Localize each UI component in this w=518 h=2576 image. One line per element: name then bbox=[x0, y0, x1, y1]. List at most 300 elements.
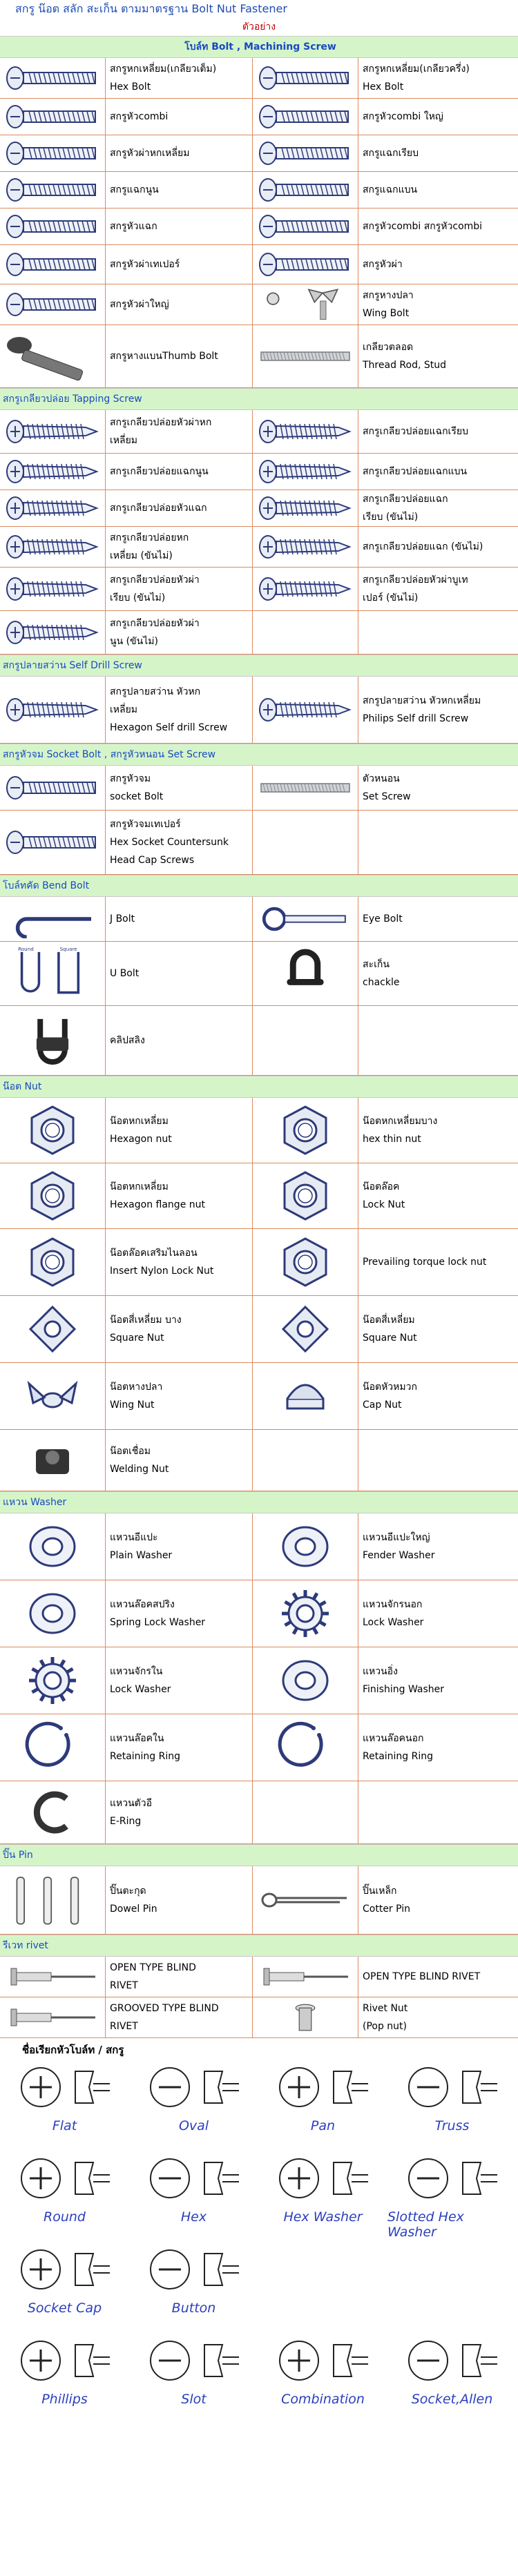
item-text: สกรูหัวcombi ใหญ่ bbox=[363, 111, 443, 122]
head-type-label: Pan bbox=[310, 2118, 336, 2133]
head-type-icon bbox=[135, 2332, 253, 2388]
item-image bbox=[0, 1997, 106, 2037]
item-image bbox=[253, 1363, 358, 1429]
table-row bbox=[0, 1006, 518, 1076]
item-image bbox=[253, 1296, 358, 1362]
item-text: U Bolt bbox=[110, 968, 140, 979]
item-image bbox=[253, 325, 358, 387]
head-type bbox=[0, 2059, 129, 2133]
item-image bbox=[253, 410, 358, 453]
table-row bbox=[0, 1513, 518, 1580]
item-label bbox=[106, 527, 253, 567]
item-text: สกรูหางแบนThumb Bolt bbox=[110, 351, 218, 362]
item-image bbox=[253, 1098, 358, 1163]
item-text: Hexagon Self drill Screw bbox=[110, 722, 228, 733]
item-label bbox=[358, 454, 517, 490]
item-label bbox=[106, 1580, 253, 1647]
item-image bbox=[0, 135, 106, 171]
item-image bbox=[0, 611, 106, 654]
head-type-label: Hex Washer bbox=[283, 2209, 363, 2225]
item-image bbox=[0, 1006, 106, 1075]
table-row bbox=[0, 1098, 518, 1163]
item-image bbox=[253, 1580, 358, 1647]
item-image bbox=[0, 897, 106, 941]
item-text: แหวนล๊อคสปริง bbox=[110, 1599, 175, 1610]
table-row bbox=[0, 1430, 518, 1491]
item-text: Plain Washer bbox=[110, 1550, 173, 1561]
item-text: Lock Washer bbox=[363, 1617, 424, 1628]
item-image bbox=[253, 1430, 358, 1491]
section-header-bend: โบล์ทคัด Bend Bolt bbox=[0, 875, 518, 897]
item-text: สกรูหัวผ่าใหญ่ bbox=[110, 299, 169, 310]
item-text: Set Screw bbox=[363, 791, 411, 802]
head-type-label: Slot bbox=[181, 2392, 207, 2407]
item-image bbox=[0, 1430, 106, 1491]
table-row bbox=[0, 410, 518, 454]
head-type-icon bbox=[135, 2059, 253, 2114]
item-label bbox=[106, 1296, 253, 1362]
item-image bbox=[0, 172, 106, 208]
item-text: เกลียวตลอด bbox=[363, 342, 414, 353]
item-label bbox=[358, 1714, 517, 1781]
item-image bbox=[253, 490, 358, 526]
item-image bbox=[253, 1866, 358, 1934]
head-type bbox=[387, 2150, 517, 2240]
item-label bbox=[358, 1957, 517, 1997]
item-image bbox=[253, 209, 358, 244]
item-label bbox=[358, 1580, 517, 1647]
item-label bbox=[106, 1098, 253, 1163]
item-text: Hex Bolt bbox=[363, 81, 404, 93]
item-text: OPEN TYPE BLIND RIVET bbox=[363, 1971, 481, 1982]
head-type-label: Round bbox=[44, 2209, 86, 2225]
item-image bbox=[253, 1997, 358, 2037]
head-type-label: Oval bbox=[178, 2118, 209, 2133]
item-label bbox=[106, 490, 253, 526]
item-label bbox=[358, 568, 517, 610]
item-image bbox=[0, 490, 106, 526]
head-type bbox=[258, 2059, 387, 2133]
item-label bbox=[358, 135, 517, 171]
item-label bbox=[358, 1997, 517, 2037]
item-text: Head Cap Screws bbox=[110, 855, 195, 866]
item-text: แหวนล๊อคนอก bbox=[363, 1733, 424, 1744]
head-type-label: Button bbox=[171, 2301, 216, 2316]
table-row bbox=[0, 811, 518, 875]
item-image bbox=[0, 1163, 106, 1228]
item-text: RIVET bbox=[110, 1980, 138, 1991]
item-text: สกรูหกเหลี่ยม(เกลียวครึ่ง) bbox=[363, 64, 470, 75]
item-text: Dowel Pin bbox=[110, 1904, 157, 1915]
item-image bbox=[0, 568, 106, 610]
item-label bbox=[358, 1647, 517, 1714]
item-text: Finishing Washer bbox=[363, 1684, 445, 1695]
item-text: น๊อตล๊อค bbox=[363, 1181, 400, 1192]
item-label bbox=[106, 1714, 253, 1781]
item-image bbox=[0, 99, 106, 135]
item-text: แหวนจักรนอก bbox=[363, 1599, 423, 1610]
head-types-section bbox=[0, 2038, 518, 2423]
item-image bbox=[0, 766, 106, 810]
table-row bbox=[0, 568, 518, 611]
item-label bbox=[106, 1363, 253, 1429]
item-label bbox=[358, 490, 517, 526]
item-text: socket Bolt bbox=[110, 791, 164, 802]
item-label bbox=[358, 1163, 517, 1228]
item-text: เรียบ (ขันไม่) bbox=[363, 512, 419, 523]
item-image bbox=[0, 58, 106, 98]
item-text: สกรูหางปลา bbox=[363, 290, 414, 301]
fastener-table bbox=[0, 36, 518, 2038]
item-image bbox=[0, 325, 106, 387]
item-text: Wing Nut bbox=[110, 1400, 155, 1411]
section-header-socket: สกรูหัวจม Socket Bolt , สกรูหัวหนอน Set Screw bbox=[0, 744, 518, 766]
head-type-icon bbox=[265, 2150, 382, 2205]
item-label bbox=[358, 1513, 517, 1580]
item-text: น๊อตสี่เหลี่ยม bbox=[363, 1315, 415, 1326]
item-image bbox=[0, 1229, 106, 1295]
item-label bbox=[358, 1098, 517, 1163]
item-text: นูน (ขันไม่) bbox=[110, 636, 158, 647]
item-label bbox=[106, 811, 253, 874]
table-row bbox=[0, 209, 518, 245]
item-text: chackle bbox=[363, 977, 400, 988]
item-text: สกรูเกลียวปล่อยหก bbox=[110, 532, 189, 543]
item-image bbox=[253, 135, 358, 171]
item-text: สกรูหัวผ่าเทเปอร์ bbox=[110, 259, 180, 270]
item-text: สกรูหัวผ่าหกเหลี่ยม bbox=[110, 148, 190, 159]
item-text: สกรูเกลียวปล่อยหัวผ่า bbox=[110, 574, 200, 585]
item-image bbox=[0, 1098, 106, 1163]
item-image bbox=[253, 58, 358, 98]
item-text: สกรูเกลียวปล่อยหัวผ่าหก bbox=[110, 417, 212, 428]
item-image bbox=[253, 1006, 358, 1075]
item-label bbox=[358, 99, 517, 135]
head-type-icon bbox=[6, 2059, 124, 2114]
item-text: RIVET bbox=[110, 2021, 138, 2032]
item-label bbox=[106, 454, 253, 490]
item-text: แหวนจักรใน bbox=[110, 1666, 163, 1677]
head-type-icon bbox=[265, 2332, 382, 2388]
item-text: Retaining Ring bbox=[110, 1751, 181, 1762]
item-text: สกรูหัวจม bbox=[110, 773, 151, 784]
head-type bbox=[258, 2332, 387, 2407]
table-row bbox=[0, 490, 518, 527]
head-type bbox=[0, 2150, 129, 2225]
item-image bbox=[253, 568, 358, 610]
item-text: Philips Self drill Screw bbox=[363, 713, 469, 724]
item-image bbox=[0, 209, 106, 244]
item-label bbox=[358, 611, 517, 654]
table-row bbox=[0, 1781, 518, 1844]
item-image bbox=[253, 1647, 358, 1714]
svg-text:Round: Round bbox=[18, 946, 34, 953]
table-row bbox=[0, 1296, 518, 1363]
head-type-icon bbox=[265, 2059, 382, 2114]
item-text: เหลี่ยม (ขันไม่) bbox=[110, 550, 173, 561]
item-text: Wing Bolt bbox=[363, 308, 410, 319]
item-text: สกรูแฉกนูน bbox=[110, 184, 159, 195]
item-label bbox=[358, 1363, 517, 1429]
page-title: สกรู น๊อต สลัก สะเก็น ตามมาตรฐาน Bolt Nut Fastener bbox=[15, 2, 287, 15]
item-image bbox=[0, 1296, 106, 1362]
item-text: แหวนอิ่ง bbox=[363, 1666, 398, 1677]
table-row bbox=[0, 454, 518, 490]
item-text: J Bolt bbox=[110, 913, 135, 924]
item-text: ปิ๊นเหล็ก bbox=[363, 1886, 397, 1897]
svg-text:Square: Square bbox=[59, 946, 77, 953]
item-text: น๊อตหกเหลี่ยม bbox=[110, 1116, 169, 1127]
head-type-label: Phillips bbox=[41, 2392, 88, 2407]
item-image bbox=[0, 284, 106, 325]
item-label bbox=[358, 172, 517, 208]
item-label bbox=[106, 1229, 253, 1295]
item-label bbox=[106, 99, 253, 135]
item-text: น๊อตเชื่อม bbox=[110, 1446, 151, 1457]
section-header-tapping: สกรูเกลียวปล่อย Tapping Screw bbox=[0, 388, 518, 410]
table-row bbox=[0, 245, 518, 284]
item-image bbox=[253, 1957, 358, 1997]
head-type bbox=[258, 2150, 387, 2225]
section-header-washer: แหวน Washer bbox=[0, 1491, 518, 1513]
table-row bbox=[0, 897, 518, 942]
item-text: สกรูเกลียวปล่อยหัวผ่าบูเท bbox=[363, 574, 468, 585]
head-type-icon bbox=[135, 2150, 253, 2205]
table-row bbox=[0, 677, 518, 744]
head-type-label: Combination bbox=[281, 2392, 365, 2407]
item-image bbox=[0, 1513, 106, 1580]
item-text: Rivet Nut bbox=[363, 2003, 408, 2014]
item-text: สกรูหัวผ่า bbox=[363, 259, 403, 270]
section-header-bolt: โบล์ท Bolt , Machining Screw bbox=[0, 36, 518, 58]
item-text: Square Nut bbox=[363, 1333, 417, 1344]
head-type bbox=[0, 2241, 129, 2316]
item-text: Lock Washer bbox=[110, 1684, 171, 1695]
table-row bbox=[0, 1997, 518, 2038]
table-row bbox=[0, 611, 518, 655]
item-label bbox=[106, 245, 253, 284]
item-label bbox=[358, 527, 517, 567]
item-label bbox=[106, 677, 253, 743]
item-text: น๊อตหกเหลี่ยม bbox=[110, 1181, 169, 1192]
item-text: สกรูหัวจมเทเปอร์ bbox=[110, 819, 181, 830]
item-image bbox=[0, 410, 106, 453]
item-label bbox=[106, 897, 253, 941]
item-label bbox=[358, 897, 517, 941]
item-text: สกรูแฉกเรียบ bbox=[363, 148, 419, 159]
item-label bbox=[358, 811, 517, 874]
table-row bbox=[0, 1363, 518, 1430]
item-text: hex thin nut bbox=[363, 1134, 421, 1145]
head-type-icon bbox=[6, 2150, 124, 2205]
item-image bbox=[0, 677, 106, 743]
item-image bbox=[253, 1714, 358, 1781]
item-text: (Pop nut) bbox=[363, 2021, 407, 2032]
table-row bbox=[0, 942, 518, 1006]
item-text: สกรูเกลียวปล่อยแฉกนูน bbox=[110, 466, 209, 477]
item-image bbox=[0, 1866, 106, 1934]
item-label bbox=[358, 1229, 517, 1295]
item-text: สกรูเกลียวปล่อยแฉกแบน bbox=[363, 466, 468, 477]
item-image bbox=[0, 1363, 106, 1429]
section-header-pin: ปิ๊น Pin bbox=[0, 1844, 518, 1866]
item-label bbox=[106, 172, 253, 208]
item-text: น๊อตล๊อคเสริมไนลอน bbox=[110, 1248, 198, 1259]
item-label bbox=[106, 1163, 253, 1228]
table-row bbox=[0, 172, 518, 209]
item-text: Thread Rod, Stud bbox=[363, 360, 446, 371]
item-label bbox=[358, 766, 517, 810]
item-image bbox=[253, 454, 358, 490]
item-label bbox=[106, 209, 253, 244]
item-image bbox=[253, 1513, 358, 1580]
item-text: น๊อตหางปลา bbox=[110, 1382, 163, 1393]
item-text: OPEN TYPE BLIND bbox=[110, 1962, 196, 1973]
item-label bbox=[106, 1781, 253, 1843]
item-label bbox=[106, 766, 253, 810]
head-type bbox=[0, 2332, 129, 2407]
item-text: GROOVED TYPE BLIND bbox=[110, 2003, 219, 2014]
item-text: เหลี่ยม bbox=[110, 435, 138, 446]
table-row bbox=[0, 1163, 518, 1229]
item-image bbox=[0, 811, 106, 874]
item-label bbox=[358, 58, 517, 98]
table-row bbox=[0, 766, 518, 811]
item-label bbox=[358, 325, 517, 387]
table-row bbox=[0, 325, 518, 388]
item-image bbox=[253, 766, 358, 810]
head-type-icon bbox=[394, 2332, 511, 2388]
item-image bbox=[253, 897, 358, 941]
section-header-rivet: รีเวท rivet bbox=[0, 1935, 518, 1957]
table-row bbox=[0, 99, 518, 135]
item-text: สกรูปลายสว่าน หัวหก bbox=[110, 686, 201, 697]
table-row bbox=[0, 284, 518, 325]
item-image bbox=[253, 1163, 358, 1228]
item-text: แหวนอีแปะ bbox=[110, 1532, 158, 1543]
table-row bbox=[0, 1866, 518, 1935]
item-text: Cap Nut bbox=[363, 1400, 402, 1411]
item-text: Square Nut bbox=[110, 1333, 164, 1344]
item-label bbox=[358, 942, 517, 1005]
item-text: Hex Socket Countersunk bbox=[110, 837, 229, 848]
head-type-icon bbox=[6, 2241, 124, 2296]
item-label bbox=[358, 284, 517, 325]
item-text: สกรูเกลียวปล่อยแฉก bbox=[363, 494, 448, 505]
item-label bbox=[358, 1296, 517, 1362]
item-label bbox=[358, 1781, 517, 1843]
item-text: Eye Bolt bbox=[363, 913, 403, 924]
item-text: Spring Lock Washer bbox=[110, 1617, 206, 1628]
head-type bbox=[129, 2241, 258, 2316]
item-text: ปิ๊นตะกุด bbox=[110, 1886, 146, 1897]
item-image bbox=[253, 245, 358, 284]
item-text: เหลี่ยม bbox=[110, 704, 138, 715]
head-type-label: Socket Cap bbox=[27, 2301, 102, 2316]
head-types-grid bbox=[0, 2059, 518, 2423]
head-type-icon bbox=[135, 2241, 253, 2296]
item-text: สกรูปลายสว่าน หัวหกเหลี่ยม bbox=[363, 695, 481, 706]
item-text: แหวนตัวอี bbox=[110, 1798, 153, 1809]
item-image bbox=[253, 1781, 358, 1843]
table-row bbox=[0, 1229, 518, 1296]
item-text: Retaining Ring bbox=[363, 1751, 434, 1762]
item-image bbox=[253, 1229, 358, 1295]
head-type-label: Truss bbox=[434, 2118, 470, 2133]
head-types-row bbox=[0, 2241, 518, 2332]
item-label bbox=[106, 1957, 253, 1997]
item-image bbox=[253, 611, 358, 654]
item-label bbox=[358, 410, 517, 453]
item-label bbox=[358, 209, 517, 244]
item-image bbox=[253, 527, 358, 567]
head-type bbox=[129, 2059, 258, 2133]
item-label bbox=[106, 410, 253, 453]
item-text: E-Ring bbox=[110, 1816, 142, 1827]
item-image bbox=[0, 527, 106, 567]
item-label bbox=[106, 1513, 253, 1580]
head-type-label: Hex bbox=[180, 2209, 207, 2225]
item-text: สกรูเกลียวปล่อยหัวแฉก bbox=[110, 503, 207, 514]
head-types-row bbox=[0, 2059, 518, 2150]
item-label bbox=[106, 1647, 253, 1714]
head-types-title: ชื่อเรียกหัวโบล์ท / สกรู bbox=[22, 2044, 124, 2056]
item-text: สกรูเกลียวปล่อยแฉก (ขันไม่) bbox=[363, 541, 483, 552]
head-type bbox=[387, 2059, 517, 2133]
item-text: ตัวหนอน bbox=[363, 773, 400, 784]
head-type bbox=[387, 2332, 517, 2407]
item-label bbox=[106, 1866, 253, 1934]
table-row bbox=[0, 58, 518, 99]
head-type bbox=[129, 2332, 258, 2407]
item-text: สกรูหัวcombi สกรูหัวcombi bbox=[363, 221, 483, 232]
item-label bbox=[106, 611, 253, 654]
head-type-icon bbox=[6, 2332, 124, 2388]
item-label bbox=[106, 325, 253, 387]
item-label bbox=[358, 1430, 517, 1491]
item-text: Hex Bolt bbox=[110, 81, 151, 93]
head-types-row bbox=[0, 2150, 518, 2241]
item-label bbox=[106, 942, 253, 1005]
item-image bbox=[253, 811, 358, 874]
item-text: สกรูแฉกแบน bbox=[363, 184, 418, 195]
item-label bbox=[358, 1006, 517, 1075]
item-text: น๊อตหกเหลี่ยมบาง bbox=[363, 1116, 438, 1127]
item-text: Insert Nylon Lock Nut bbox=[110, 1266, 214, 1277]
item-image bbox=[0, 1580, 106, 1647]
item-image bbox=[0, 454, 106, 490]
item-label bbox=[106, 1006, 253, 1075]
table-row bbox=[0, 135, 518, 172]
item-label bbox=[106, 1997, 253, 2037]
item-image bbox=[253, 284, 358, 325]
item-text: เรียบ (ขันไม่) bbox=[110, 592, 166, 603]
item-image bbox=[0, 1957, 106, 1997]
item-label bbox=[106, 58, 253, 98]
item-text: สะเก็น bbox=[363, 959, 390, 970]
item-text: เปอร์ (ขันไม่) bbox=[363, 592, 419, 603]
item-text: Cotter Pin bbox=[363, 1904, 411, 1915]
page-subtitle: ตัวอย่าง bbox=[242, 21, 276, 32]
item-label bbox=[106, 135, 253, 171]
table-row bbox=[0, 1647, 518, 1714]
head-type bbox=[129, 2150, 258, 2225]
item-image bbox=[253, 172, 358, 208]
item-text: แหวนล๊อคใน bbox=[110, 1733, 164, 1744]
item-label bbox=[106, 1430, 253, 1491]
head-type-icon bbox=[394, 2150, 511, 2205]
item-label bbox=[358, 1866, 517, 1934]
